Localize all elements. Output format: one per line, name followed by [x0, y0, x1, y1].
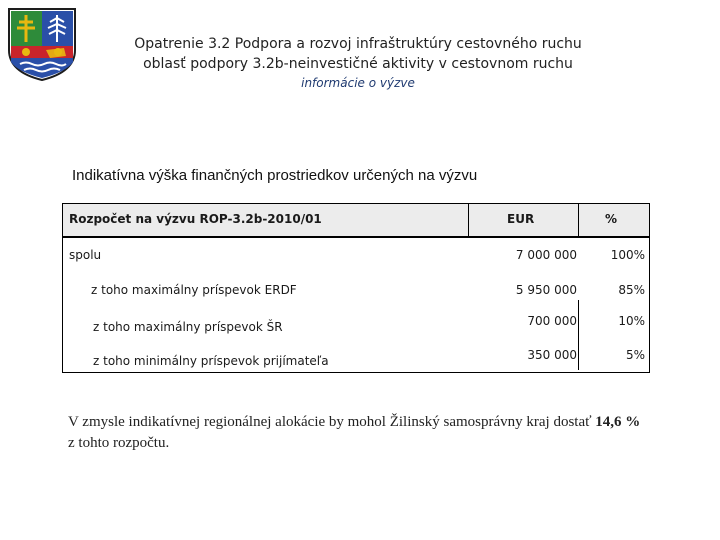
column-divider	[578, 204, 579, 236]
table-row-eur: 5 950 000	[515, 283, 577, 297]
table-row-eur: 350 000	[527, 348, 577, 362]
table-row-label: z toho minimálny príspevok prijímateľa	[93, 354, 329, 368]
table-row-label: spolu	[69, 248, 102, 262]
table-row-label: z toho maximálny príspevok ERDF	[91, 283, 297, 297]
table-row-percent: 10%	[618, 314, 645, 328]
table-row-label: z toho maximálny príspevok ŠR	[93, 320, 283, 334]
page-title-line-1: Opatrenie 3.2 Podpora a rozvoj infraštruktúry cestovného ruchu	[134, 36, 582, 52]
coat-of-arms-icon	[6, 6, 78, 82]
note-text: V zmysle indikatívnej regionálnej alokácie by mohol Žilinský samosprávny kraj dostať	[68, 414, 592, 430]
page-subtitle: informácie o výzve	[301, 76, 415, 90]
column-divider	[468, 204, 469, 236]
column-divider	[578, 300, 579, 370]
table-row-eur: 7 000 000	[515, 248, 577, 262]
budget-table	[62, 203, 650, 373]
column-header-percent: %	[605, 212, 618, 226]
note-text-end: z tohto rozpočtu.	[68, 435, 170, 451]
section-heading: Indikatívna výška finančných prostriedkov určených na výzvu	[72, 167, 478, 184]
table-row-percent: 5%	[625, 348, 645, 362]
page-title-line-2: oblasť podpory 3.2b-neinvestičné aktivity v cestovnom ruchu	[143, 56, 573, 72]
title-block	[100, 34, 616, 90]
note-highlight-percent: 14,6 %	[595, 414, 641, 430]
column-header-budget: Rozpočet na výzvu ROP-3.2b-2010/01	[69, 212, 322, 226]
allocation-note	[68, 412, 648, 454]
table-row-percent: 85%	[618, 283, 645, 297]
table-row-percent: 100%	[610, 248, 645, 262]
table-row-eur: 700 000	[527, 314, 577, 328]
column-header-eur: EUR	[507, 212, 535, 226]
